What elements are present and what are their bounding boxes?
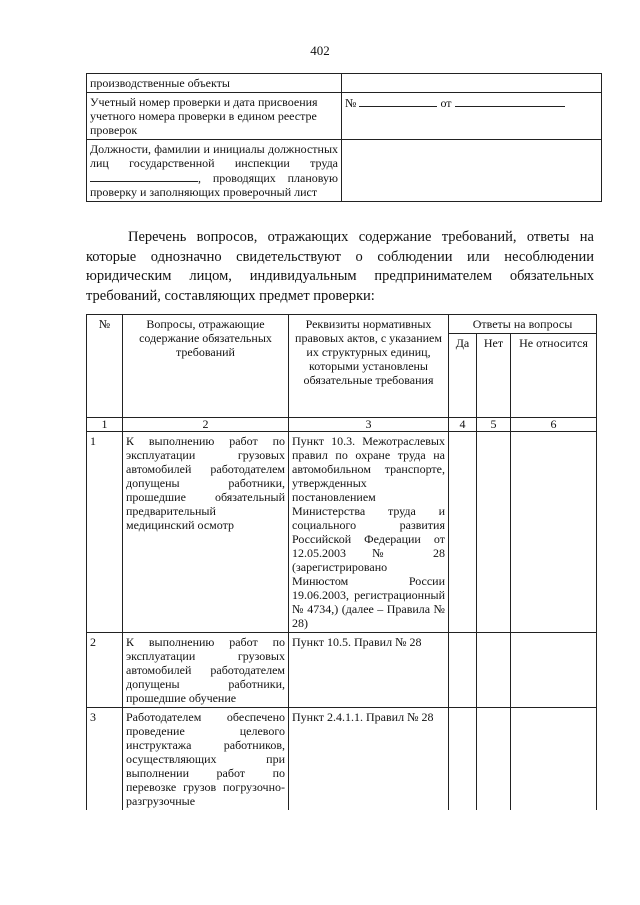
answer-na-cell[interactable]	[511, 633, 597, 708]
header-not-applicable: Не относится	[511, 334, 597, 418]
date-blank-line	[455, 95, 565, 107]
answer-yes-cell[interactable]	[449, 633, 477, 708]
header-requisites: Реквизиты нормативных правовых актов, с указанием их структурных единиц, которыми установлены обязательные требования	[289, 315, 449, 418]
row-number: 2	[87, 633, 123, 708]
registration-number-label: Учетный номер проверки и дата присвоения учетного номера проверки в едином реестре проверок	[87, 93, 342, 140]
date-from-label: от	[440, 96, 452, 110]
column-number: 2	[123, 418, 289, 432]
column-number: 6	[511, 418, 597, 432]
requisite-text: Пункт 10.5. Правил № 28	[289, 633, 449, 708]
row-number: 3	[87, 708, 123, 811]
answer-na-cell[interactable]	[511, 432, 597, 633]
number-sign: №	[345, 96, 357, 110]
inspectors-label-part1: Должности, фамилии и инициалы должностных лиц государственной инспекции труда	[90, 142, 338, 170]
answer-yes-cell[interactable]	[449, 432, 477, 633]
inspectors-label	[87, 140, 342, 202]
table-row	[87, 74, 602, 93]
inspection-info-table	[86, 73, 602, 202]
header-yes: Да	[449, 334, 477, 418]
column-numbers-row	[87, 418, 597, 432]
header-answers: Ответы на вопросы	[449, 315, 597, 334]
column-number: 3	[289, 418, 449, 432]
registration-number-field	[342, 93, 602, 140]
table-row	[87, 93, 602, 140]
requisite-text: Пункт 2.4.1.1. Правил № 28	[289, 708, 449, 811]
table-row	[87, 708, 597, 811]
row-number: 1	[87, 432, 123, 633]
answer-no-cell[interactable]	[477, 633, 511, 708]
question-text: К выполнению работ по эксплуатации грузовых автомобилей работодателем допущены работники, прошедшие обязательный предварительный медицинский осмотр	[123, 432, 289, 633]
column-number: 5	[477, 418, 511, 432]
questions-list-intro: Перечень вопросов, отражающих содержание требований, ответы на которые однозначно свидетельствуют о соблюдении или несоблюдении юридическим лицом, индивидуальным предпринимателем обязательных требований, составляющих предмет проверки:	[86, 229, 594, 304]
question-text: Работодателем обеспечено проведение целевого инструктажа работников, осуществляющих при выполнении работ по перевозке грузов погрузочно-разгрузочные	[123, 708, 289, 811]
page-number: 402	[310, 43, 330, 58]
header-no: Нет	[477, 334, 511, 418]
answer-yes-cell[interactable]	[449, 708, 477, 811]
column-number: 4	[449, 418, 477, 432]
inspectors-value-cell	[342, 140, 602, 202]
answer-no-cell[interactable]	[477, 708, 511, 811]
header-questions: Вопросы, отражающие содержание обязательных требований	[123, 315, 289, 418]
number-blank-line	[359, 95, 437, 107]
table-row	[87, 432, 597, 633]
answer-na-cell[interactable]	[511, 708, 597, 811]
question-text: К выполнению работ по эксплуатации грузовых автомобилей работодателем допущены работники, прошедшие обучение	[123, 633, 289, 708]
inspectors-label-part2: проводящих плановую проверку и заполняющих проверочный лист	[90, 171, 339, 199]
answer-no-cell[interactable]	[477, 432, 511, 633]
inspectors-blank-line	[90, 170, 198, 182]
table-row	[87, 633, 597, 708]
requisite-text: Пункт 10.3. Межотраслевых правил по охране труда на автомобильном транспорте, утвержденных постановлением Министерства труда и социального развития Российской Федерации от 12.05.2003 № 28 (зарегистрировано Минюстом России 19.06.2003, регистрационный № 4734,) (далее – Правила № 28)	[289, 432, 449, 633]
header-row	[87, 315, 597, 334]
inspectors-comma: ,	[198, 171, 201, 185]
production-objects-value-cell	[342, 74, 602, 93]
column-number: 1	[87, 418, 123, 432]
header-num: №	[87, 315, 123, 418]
production-objects-cell: производственные объекты	[87, 74, 342, 93]
checklist-table	[86, 314, 597, 810]
table-row	[87, 140, 602, 202]
